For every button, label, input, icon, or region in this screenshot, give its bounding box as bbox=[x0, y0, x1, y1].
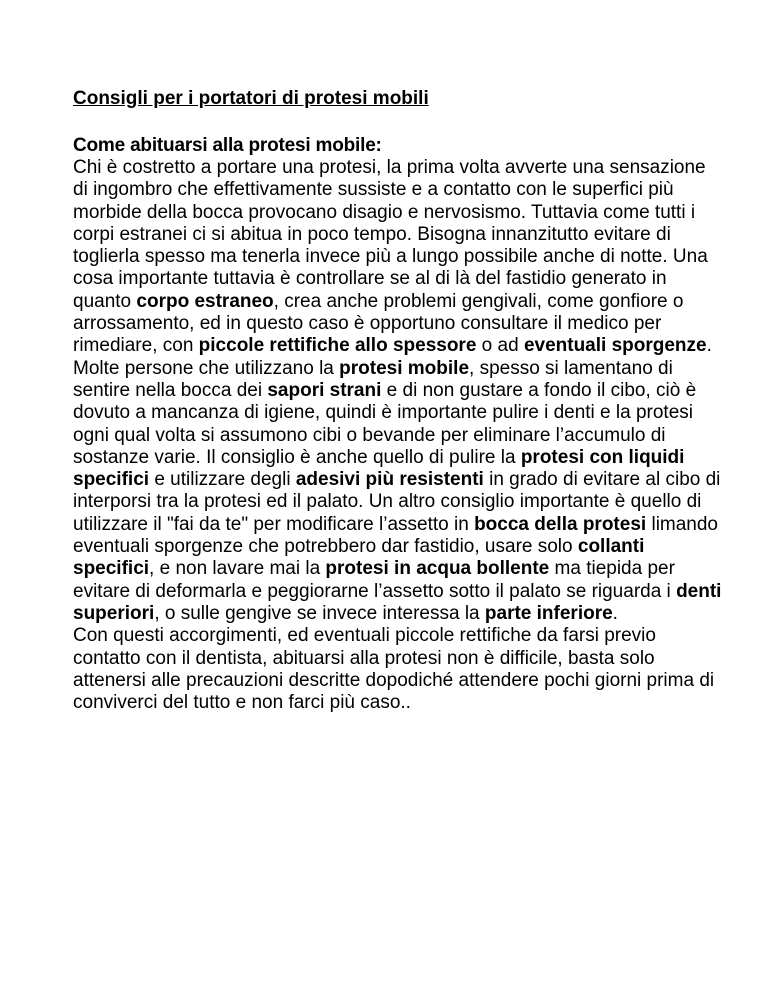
text-segment: . bbox=[706, 335, 712, 357]
text-segment: , o sulle gengive se invece interessa la bbox=[154, 602, 485, 624]
paragraph bbox=[73, 358, 723, 626]
bold-text: bocca della protesi bbox=[474, 513, 647, 535]
text-segment: , e non lavare mai la bbox=[149, 558, 326, 580]
bold-text: piccole rettifiche allo spessore bbox=[198, 335, 477, 357]
text-segment: ma tiepida per evitare di deformarla e peggiorarne l’assetto sotto il palato se riguarda i bbox=[73, 558, 677, 602]
text-segment: limando eventuali sporgenze che potrebbero dar fastidio, usare solo bbox=[73, 513, 719, 558]
bold-text: sapori strani bbox=[267, 379, 382, 401]
text-segment: e utilizzare degli bbox=[149, 469, 296, 491]
bold-text: eventuali sporgenze bbox=[523, 335, 707, 357]
bold-text: protesi con liquidi specifici bbox=[73, 446, 685, 491]
text-segment: Molte persone che utilizzano la bbox=[73, 357, 340, 379]
text-segment: . bbox=[612, 602, 618, 624]
bold-text: protesi mobile bbox=[339, 357, 470, 379]
bold-text: protesi in acqua bollente bbox=[325, 558, 550, 580]
bold-text: adesivi più resistenti bbox=[295, 469, 484, 491]
section-heading: Come abituarsi alla protesi mobile: bbox=[73, 135, 382, 156]
text-segment: o ad bbox=[476, 335, 524, 357]
text-segment: in grado di evitare al cibo di interporsi tra la protesi ed il palato. Un altro consiglio importante è quello di utilizzare il "fai da te" per modificare l’assetto in bbox=[73, 469, 721, 535]
bold-text: parte inferiore bbox=[484, 602, 613, 624]
text-segment: Chi è costretto a portare una protesi, la prima volta avverte una sensazione di ingombro che effettivamente sussiste e a contatto con le superfici più morbide della bocca provocano disagio e nervosismo. Tuttavia come tutti i corpi estranei ci si abitua in poco tempo. Bisogna innanzitutto evitare di toglierla spesso ma tenerla invece più a lungo possibile anche di notte. Una cosa importante tuttavia è controllare se al di là del fastidio generato in quanto bbox=[73, 157, 708, 312]
document-page bbox=[73, 87, 723, 714]
text-segment: , spesso si lamentano di sentire nella bocca dei bbox=[73, 357, 673, 401]
bold-text: denti superiori bbox=[73, 580, 722, 624]
document-title: Consigli per i portatori di protesi mobili bbox=[73, 88, 429, 109]
paragraph bbox=[73, 625, 723, 714]
text-segment: Con questi accorgimenti, ed eventuali piccole rettifiche da farsi previo contatto con il dentista, abituarsi alla protesi non è difficile, basta solo attenersi alle precauzioni descritte dopodiché attendere pochi giorni prima di conviverci del tutto e non farci più caso.. bbox=[73, 625, 715, 714]
text-segment: e di non gustare a fondo il cibo, ciò è dovuto a mancanza di igiene, quindi è importante pulire i denti e la protesi ogni qual volta si assumono cibi o bevande per eliminare l’accumulo di sostanze varie. Il consiglio è anche quello di pulire la bbox=[73, 379, 697, 468]
bold-text: corpo estraneo bbox=[136, 290, 274, 312]
document-body bbox=[73, 157, 723, 714]
bold-text: collanti specifici bbox=[73, 536, 645, 580]
paragraph bbox=[73, 157, 723, 358]
text-segment: , crea anche problemi gengivali, come gonfiore o arrossamento, ed in questo caso è opportuno consultare il medico per rimediare, con bbox=[73, 290, 684, 357]
